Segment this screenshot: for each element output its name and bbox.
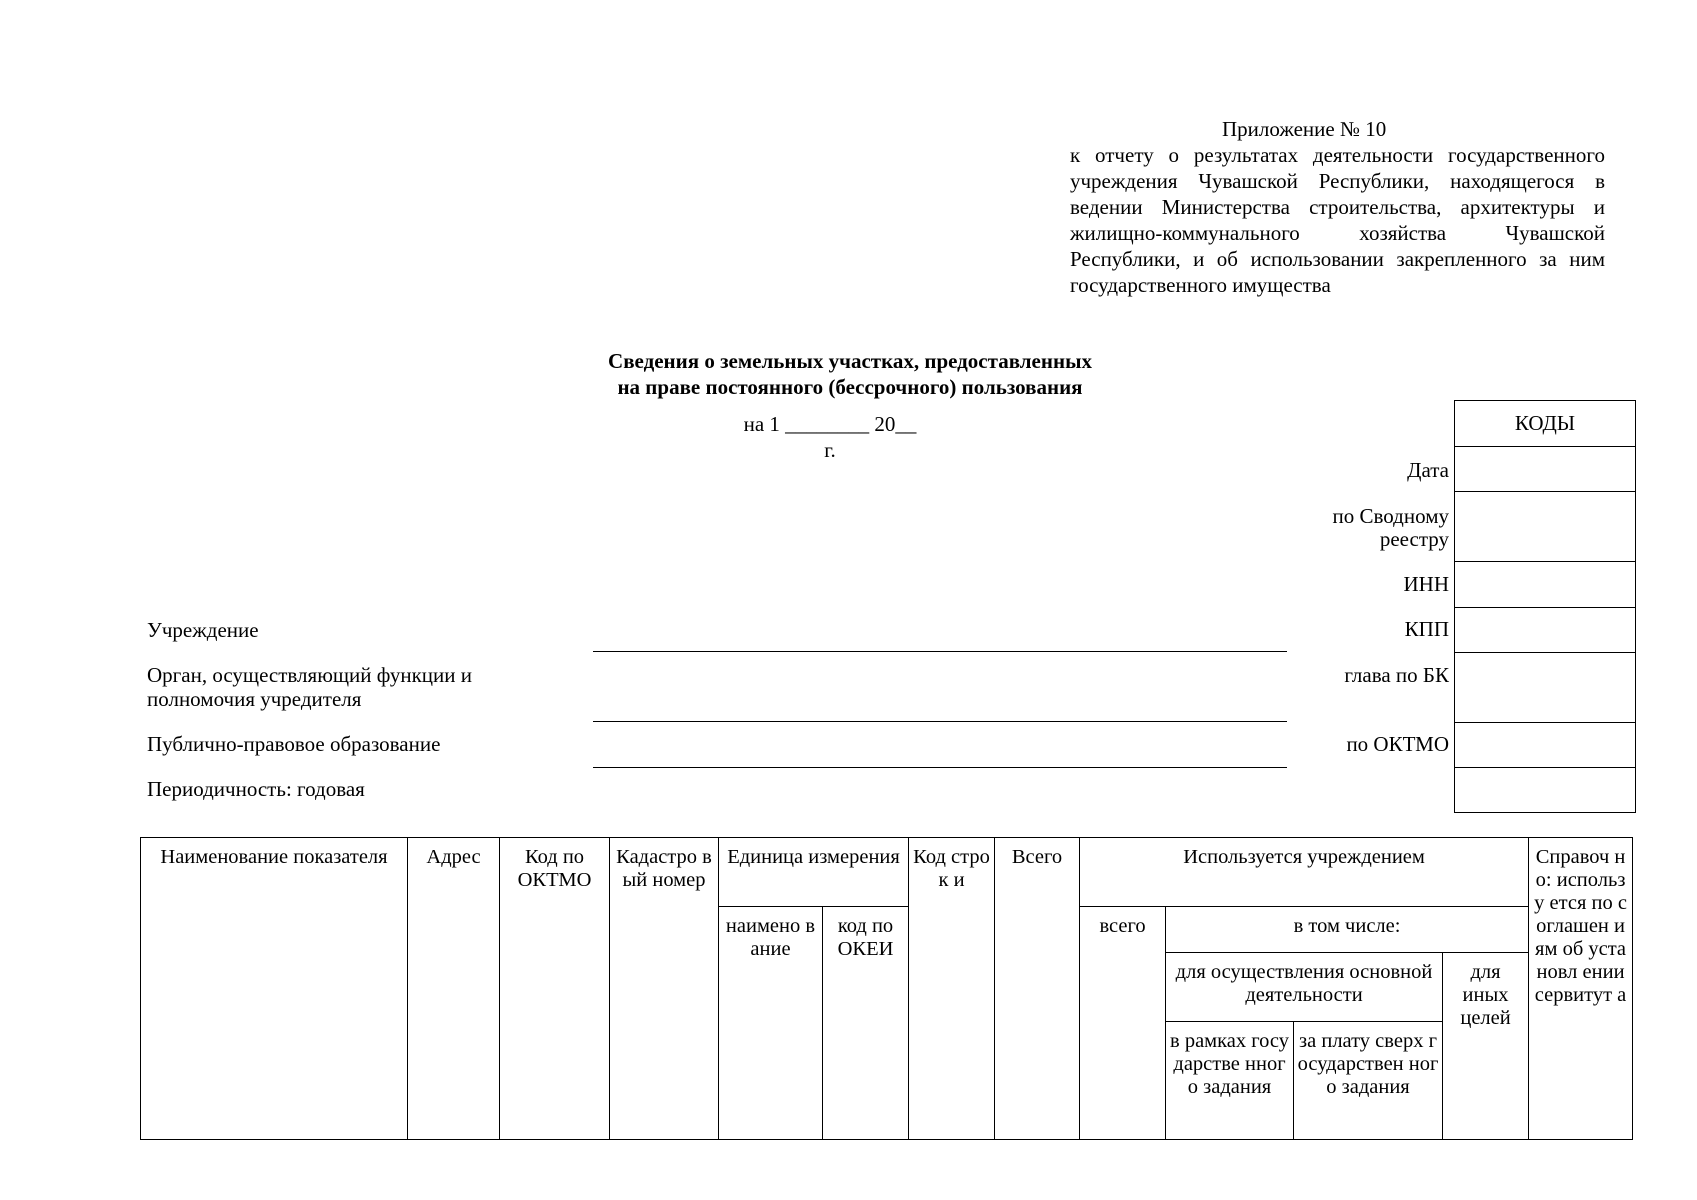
land-plots-table (140, 837, 1633, 1140)
code-cell-chapter-bk[interactable] (1455, 653, 1635, 723)
code-cell-periodicity[interactable] (1455, 768, 1635, 812)
header-cadastral-number: Кадастро вый номер (610, 838, 719, 1140)
founder-label-line1: Орган, осуществляющий функции и (147, 663, 473, 687)
header-oktmo-code: Код по ОКТМО (500, 838, 610, 1140)
document-title-line1: Сведения о земельных участках, предоставленных (608, 349, 1092, 373)
code-label-registry-line2: реестру (1379, 527, 1449, 551)
founder-line[interactable] (593, 721, 1287, 722)
report-date-line: на 1 ________ 20__ г. (743, 412, 917, 462)
header-paid-over-task: за плату сверх государствен ного задания (1294, 1022, 1443, 1140)
header-unit-okei: код по ОКЕИ (823, 907, 909, 1140)
header-main-activity: для осуществления основной деятельности (1166, 953, 1443, 1022)
header-other-purposes: для иных целей (1443, 953, 1529, 1140)
appendix-text: к отчету о результатах деятельности государственного учреждения Чувашской Республики, находящегося в ведении Министерства строительства, архитектуры и жилищно-коммунального хозяйства Чувашской Республики, и об использовании закрепленного за ним государственного имущества (1070, 143, 1605, 297)
header-state-task: в рамках государстве нного задания (1166, 1022, 1294, 1140)
code-label-date: Дата (1407, 458, 1449, 482)
code-cell-oktmo[interactable] (1455, 723, 1635, 768)
code-label-registry-line1: по Сводному (1332, 504, 1449, 528)
periodicity-label: Периодичность: годовая (147, 777, 365, 801)
header-used-total: всего (1080, 907, 1166, 1140)
codes-header: КОДЫ (1455, 401, 1635, 447)
header-reference-servitude: Справоч но: использу ется по соглашен иям об установл ении сервитут а (1529, 838, 1633, 1140)
code-label-chapter-bk: глава по БК (1344, 663, 1449, 687)
code-cell-inn[interactable] (1455, 562, 1635, 608)
header-unit-name: наимено вание (719, 907, 823, 1140)
document-title-line2: на праве постоянного (бессрочного) пользования (617, 375, 1083, 399)
header-line-code: Код строк и (909, 838, 995, 1140)
code-label-oktmo: по ОКТМО (1346, 732, 1449, 756)
code-cell-date[interactable] (1455, 447, 1635, 492)
appendix-title: Приложение № 10 (1222, 117, 1387, 141)
institution-label: Учреждение (147, 618, 259, 642)
institution-line[interactable] (593, 651, 1287, 652)
document-title (500, 348, 1200, 400)
codes-table (1454, 400, 1636, 813)
code-label-inn: ИНН (1403, 572, 1449, 596)
public-entity-line[interactable] (593, 767, 1287, 768)
header-used-by-institution: Используется учреждением (1080, 838, 1529, 907)
code-cell-kpp[interactable] (1455, 608, 1635, 653)
header-indicator: Наименование показателя (141, 838, 408, 1140)
code-label-kpp: КПП (1404, 617, 1449, 641)
header-including: в том числе: (1166, 907, 1529, 953)
public-entity-label: Публично-правовое образование (147, 732, 441, 756)
code-cell-registry[interactable] (1455, 492, 1635, 562)
header-total: Всего (995, 838, 1080, 1140)
header-address: Адрес (408, 838, 500, 1140)
header-unit: Единица измерения (719, 838, 909, 907)
founder-label-line2: полномочия учредителя (147, 687, 362, 711)
